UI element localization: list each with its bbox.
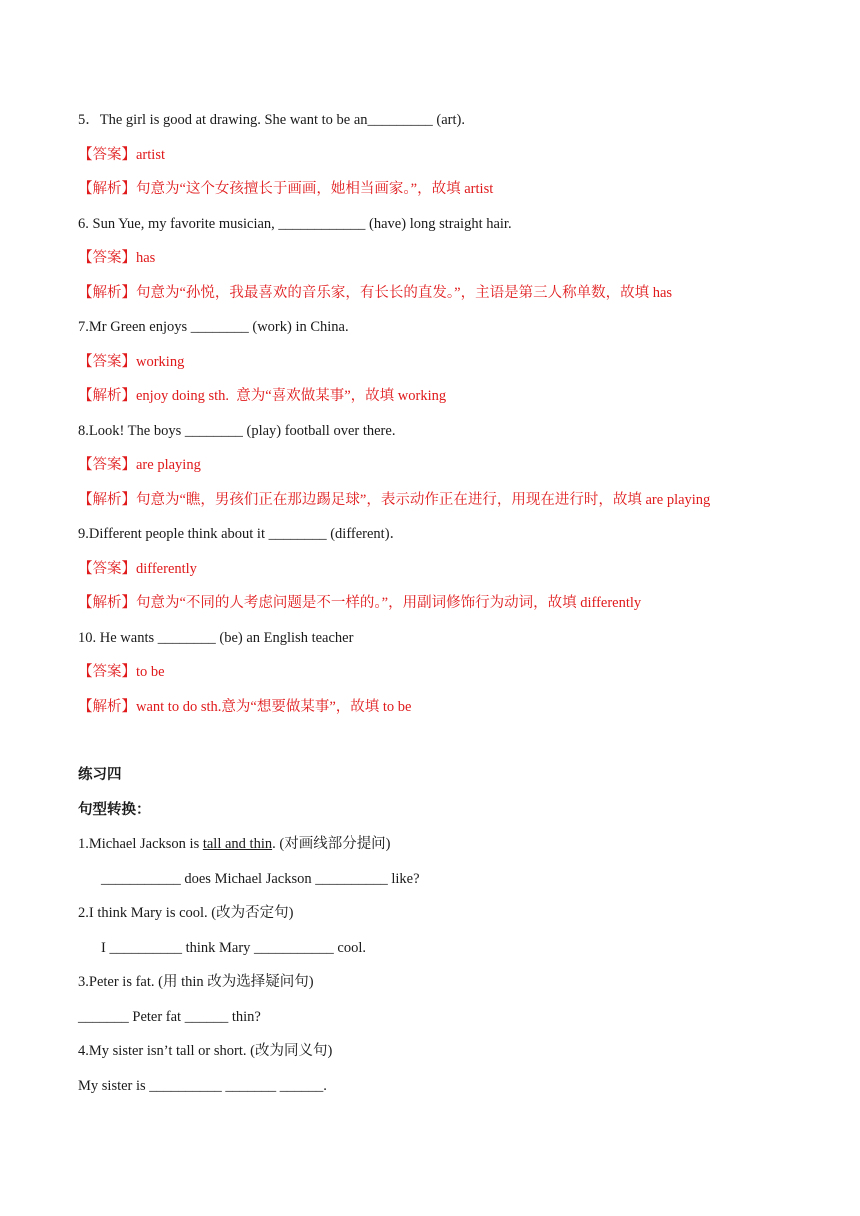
answer-9 (78, 559, 197, 579)
analysis-text: 句意为“瞧，男孩们正在那边踢足球”，表示动作正在进行，用现在进行时，故填 are playing (136, 492, 711, 508)
answer-text: artist (136, 147, 165, 163)
answer-5 (78, 145, 165, 165)
transform-question-2: 2.I think Mary is cool. (改为否定句) (78, 905, 294, 921)
answer-text: to be (136, 664, 165, 680)
analysis-tag: 【解析】 (78, 181, 136, 197)
transform-answer-1: ___________ does Michael Jackson __________ like? (101, 871, 420, 887)
transform-answer-2: I __________ think Mary ___________ cool. (101, 940, 367, 956)
transform-answer-3: _______ Peter fat ______ thin? (78, 1009, 261, 1025)
transform-question-3: 3.Peter is fat. (用 thin 改为选择疑问句) (78, 974, 314, 990)
analysis-text: enjoy doing sth. 意为“喜欢做某事”，故填 working (136, 388, 447, 404)
answer-tag: 【答案】 (78, 561, 136, 577)
q1-suffix: . (对画线部分提问) (272, 836, 391, 852)
answer-tag: 【答案】 (78, 250, 136, 266)
analysis-text: 句意为“孙悦，我最喜欢的音乐家，有长长的直发。”，主语是第三人称单数，故填 has (136, 285, 673, 301)
analysis-7 (78, 386, 446, 406)
answer-text: are playing (136, 457, 201, 473)
analysis-10 (78, 697, 411, 717)
analysis-tag: 【解析】 (78, 492, 136, 508)
question-5: 5．The girl is good at drawing. She want to be an_________ (art). (78, 112, 465, 128)
q1-prefix: 1.Michael Jackson is (78, 836, 203, 852)
answer-text: differently (136, 561, 197, 577)
analysis-5 (78, 179, 493, 199)
answer-text: has (136, 250, 156, 266)
answer-tag: 【答案】 (78, 664, 136, 680)
transform-answer-4: My sister is __________ _______ ______. (78, 1078, 327, 1094)
question-6: 6. Sun Yue, my favorite musician, ____________ (have) long straight hair. (78, 216, 512, 232)
analysis-tag: 【解析】 (78, 388, 136, 404)
section-subtitle: 句型转换： (78, 802, 151, 818)
answer-8 (78, 455, 201, 475)
answer-7 (78, 352, 184, 372)
answer-text: working (136, 354, 185, 370)
q1-underlined-phrase: tall and thin (202, 836, 273, 852)
transform-question-4: 4.My sister isn’t tall or short. (改为同义句) (78, 1043, 333, 1059)
analysis-text: 句意为“这个女孩擅长于画画，她相当画家。”，故填 artist (136, 181, 494, 197)
analysis-text: 句意为“不同的人考虑问题是不一样的。”，用副词修饰行为动词，故填 differently (136, 595, 642, 611)
answer-tag: 【答案】 (78, 457, 136, 473)
analysis-6 (78, 283, 672, 303)
answer-10 (78, 662, 165, 682)
section-title: 练习四 (78, 767, 122, 783)
transform-question-1 (78, 834, 391, 854)
analysis-9 (78, 593, 641, 613)
question-9: 9.Different people think about it ________ (different)． (78, 526, 405, 542)
question-10: 10. He wants ________ (be) an English teacher (78, 630, 354, 646)
answer-6 (78, 248, 155, 268)
analysis-tag: 【解析】 (78, 699, 136, 715)
analysis-text: want to do sth.意为“想要做某事”，故填 to be (136, 699, 412, 715)
question-7: 7.Mr Green enjoys ________ (work) in China. (78, 319, 349, 335)
answer-tag: 【答案】 (78, 147, 136, 163)
question-8: 8.Look! The boys ________ (play) football over there. (78, 423, 396, 439)
analysis-tag: 【解析】 (78, 285, 136, 301)
analysis-tag: 【解析】 (78, 595, 136, 611)
analysis-8 (78, 490, 710, 510)
answer-tag: 【答案】 (78, 354, 136, 370)
